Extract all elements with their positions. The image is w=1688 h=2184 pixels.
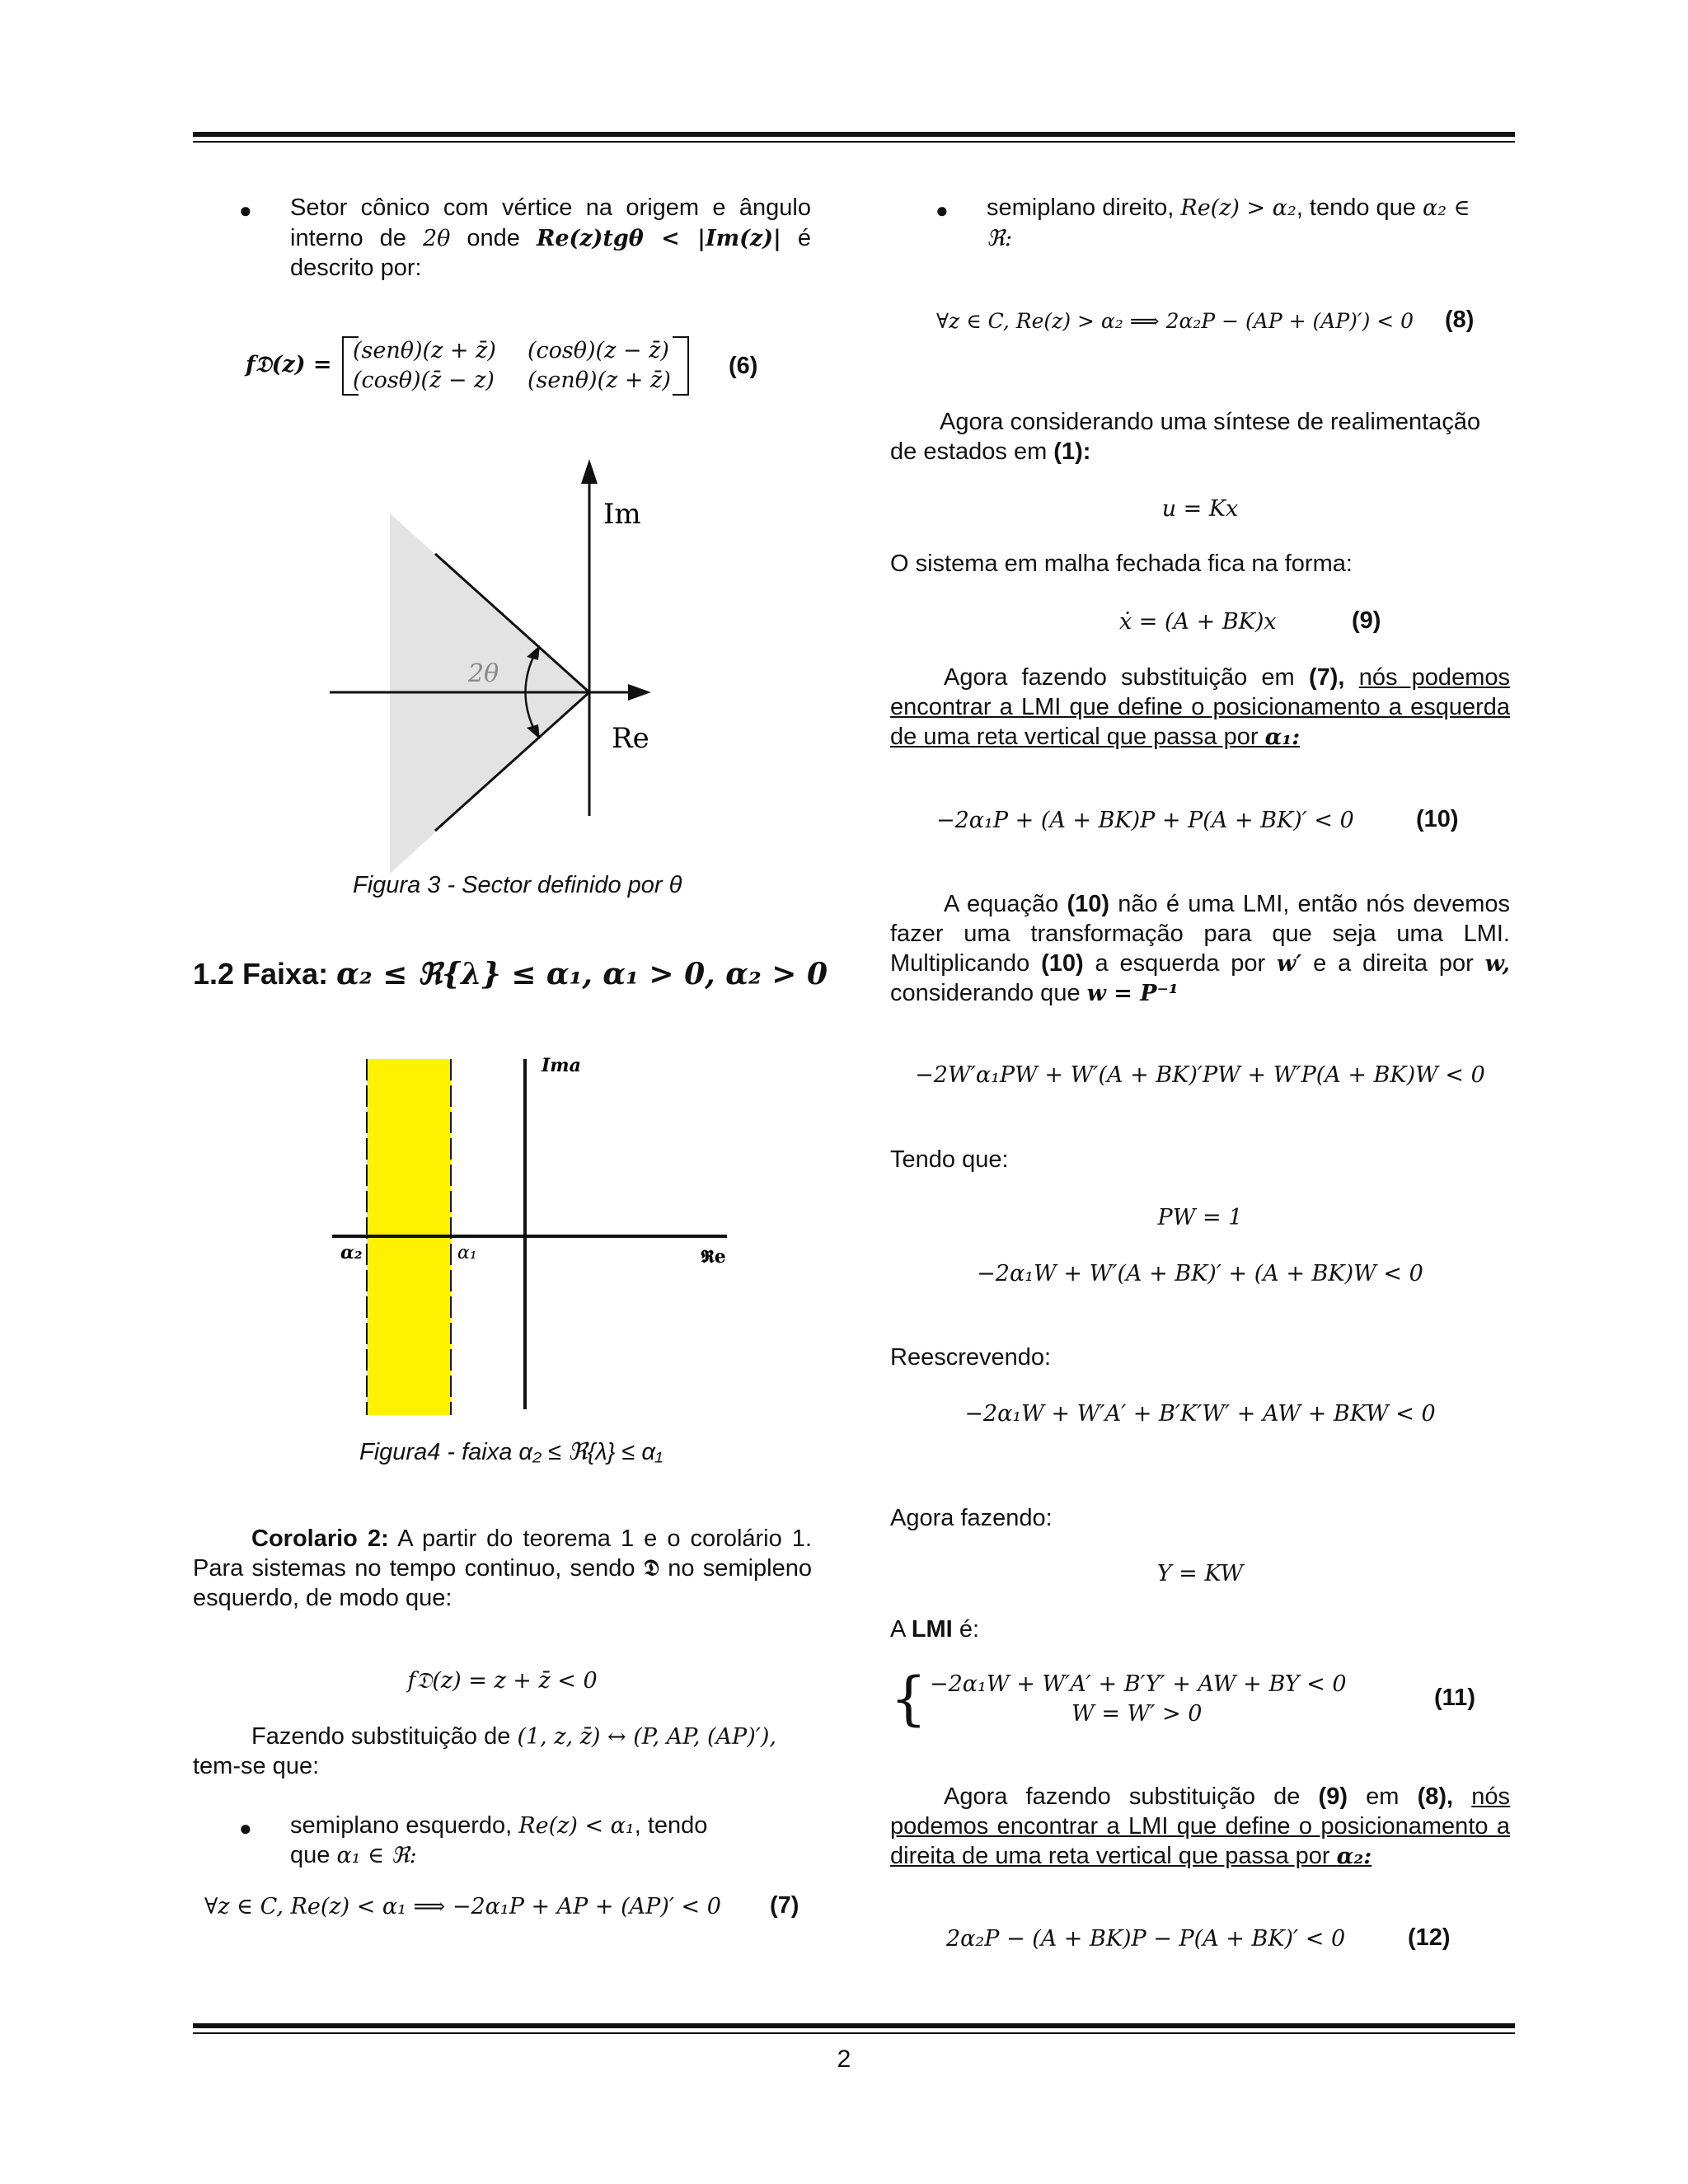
eq-reescrita: −2α₁W + W′A′ + B′K′W′ + AW + BKW < 0 [964,1401,1436,1427]
bullet-dot: ● [935,198,949,223]
substituicao-line1: Fazendo substituição de (1, z, z̄) ↔ (P, AP, (AP)′), [251,1723,776,1750]
eq6-r2c2: (senθ)(z + z̄) [528,368,671,393]
page-number: 2 [837,2046,851,2073]
fig4-alpha2-label: α₂ [340,1242,363,1263]
top-rule [193,132,1515,137]
para-agora-fazendo: Agora fazendo: [890,1505,1053,1531]
eq6-r1c2: (cosθ)(z − z̄) [528,338,669,363]
para-equacao-10-line2: fazer uma transformação para que seja uma LMI. [890,921,1510,947]
figure-3-caption: Figura 3 - Sector definido por θ [353,872,682,898]
corolario-line1: Corolario 2: A partir do teorema 1 e o corolário 1. [251,1526,812,1552]
eq-fd: f𝔇(z) = z + z̄ < 0 [407,1668,598,1694]
eq6-bracket-right [673,336,689,396]
fig4-ima-label: Ima [542,1055,581,1076]
corolario-line3: esquerdo, de modo que: [193,1585,452,1611]
para-equacao-10-line1: A equação (10) não é uma LMI, então nós devemos [944,891,1510,917]
eq7-number: (7) [770,1892,799,1919]
figure-3-sector-diagram [313,449,676,878]
section-heading: 1.2 Faixa: α₂ ≤ ℜ{λ} ≤ α₁, α₁ > 0, α₂ > 0 [193,957,828,991]
eq7: ∀z ∈ C, Re(z) < α₁ ⟹ −2α₁P + AP + (AP)′ < 0 [204,1894,721,1919]
eq11-line2: W = W′ > 0 [1071,1701,1203,1727]
eq11-number: (11) [1434,1685,1475,1711]
eq6-number: (6) [729,353,758,379]
eq11-line1: −2α₁W + W′A′ + B′Y′ + AW + BY < 0 [930,1671,1347,1697]
para-a-lmi: A LMI é: [890,1616,979,1643]
para-realimentacao-line1: Agora considerando uma síntese de realimentação [940,409,1481,435]
bullet-semiplano-direito-line1: semiplano direito, Re(z) > α₂, tendo que α₂ ∈ [987,194,1470,221]
fig3-re-label: Re [612,722,649,755]
bullet-dot: ● [239,1816,252,1840]
eq8: ∀z ∈ C, Re(z) > α₂ ⟹ 2α₂P − (AP + (AP)′) < 0 [936,309,1414,333]
im-axis-arrow [581,459,598,484]
eq9: ẋ = (A + BK)x [1119,609,1277,635]
fig4-re-label: 𝕽e [701,1246,726,1268]
bullet-semiplano-esquerdo-line2: que α₁ ∈ ℜ: [290,1842,417,1868]
bullet-sector-line2: interno de 2θ onde Re(z)tgθ < |Im(z)| é [290,225,811,251]
eq12-number: (12) [1408,1924,1451,1951]
para-equacao-10-line3: Multiplicando (10) a esquerda por w′ e a direita por w, [890,950,1511,977]
eq-2alpha: −2α₁W + W′(A + BK)′ + (A + BK)W < 0 [977,1261,1423,1286]
fig3-im-label: Im [603,498,641,531]
corolario-line2: Para sistemas no tempo continuo, sendo 𝕯 no semipleno [193,1555,812,1582]
top-rule-thin [193,141,1515,143]
bottom-rule-thin [193,2032,1515,2034]
bullet-sector-line1: Setor cônico com vértice na origem e ângulo [290,194,811,221]
eq9-number: (9) [1352,607,1381,634]
para-substituicao-7-line3: de uma reta vertical que passa por α₁: [890,724,1301,750]
substituicao-line2: tem-se que: [193,1753,320,1779]
eq6-r2c1: (cosθ)(z̄ − z) [353,368,495,393]
para-equacao-10-line4: considerando que w = P⁻¹ [890,980,1179,1006]
bullet-semiplano-esquerdo-line1: semiplano esquerdo, Re(z) < α₁, tendo [290,1812,708,1839]
eq6-lhs: f𝔇(z) = [246,352,332,377]
bullet-semiplano-direito-line2: ℜ: [987,226,1013,251]
fig3-angle-label: 2θ [468,659,499,688]
para-substituicao-7-line2: encontrar a LMI que define o posicionamento a esquerda [890,694,1510,720]
para-substituicao-9-line1: Agora fazendo substituição de (9) em (8), nós [944,1783,1510,1810]
eq-u: u = Kx [1161,496,1239,522]
figure-4-caption: Figura4 - faixa α₂ ≤ ℜ{λ} ≤ α₁ [359,1439,663,1465]
eq6-r1c1: (senθ)(z + z̄) [353,338,496,363]
eq-long: −2W′α₁PW + W′(A + BK)′PW + W′P(A + BK)W < 0 [915,1062,1485,1088]
eq10-number: (10) [1416,806,1459,832]
para-substituicao-7-line1: Agora fazendo substituição em (7), nós podemos [944,664,1510,691]
eq12: 2α₂P − (A + BK)P − P(A + BK)′ < 0 [946,1926,1346,1952]
eq-y: Y = KW [1156,1561,1244,1586]
eq-pw: PW = 1 [1157,1205,1243,1230]
para-reescrevendo: Reescrevendo: [890,1344,1052,1371]
para-malha-fechada: O sistema em malha fechada fica na forma: [890,551,1353,577]
re-axis-arrow [628,684,651,701]
eq11-brace: { [890,1665,927,1732]
bullet-dot: ● [239,198,252,223]
para-tendo-que: Tendo que: [890,1146,1009,1173]
eq8-number: (8) [1445,307,1475,333]
figure-4-strip-diagram [326,1051,746,1426]
bottom-rule [193,2023,1515,2028]
para-realimentacao-line2: de estados em (1): [890,438,1091,465]
bullet-sector-line3: descrito por: [290,255,422,281]
fig4-alpha1-label: α₁ [457,1243,477,1263]
para-substituicao-9-line2: podemos encontrar a LMI que define o posicionamento a [890,1813,1510,1840]
eq10: −2α₁P + (A + BK)P + P(A + BK)′ < 0 [936,808,1354,833]
para-substituicao-9-line3: direita de uma reta vertical que passa por α₂: [890,1843,1372,1869]
